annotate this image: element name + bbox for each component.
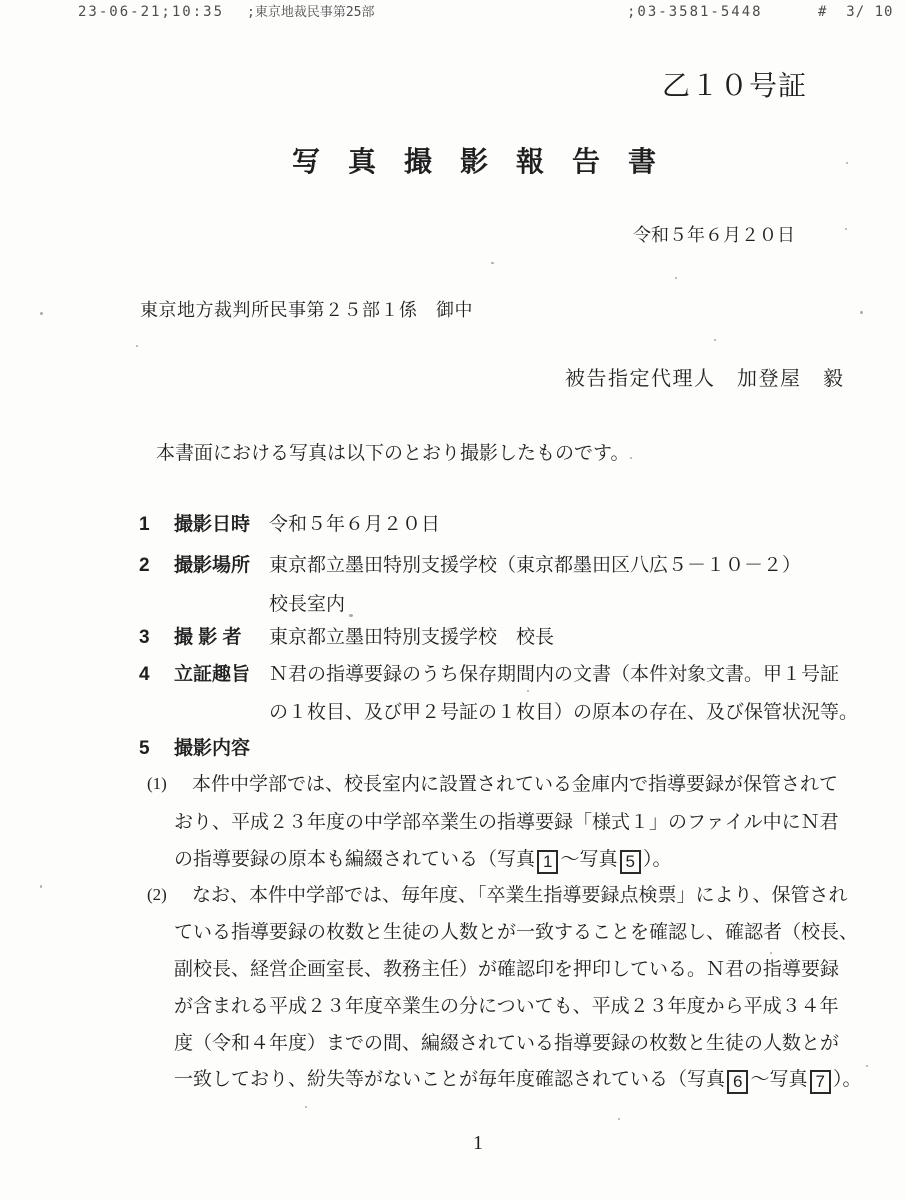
item-number: 5	[139, 738, 150, 759]
item-content-line2: 校長室内	[269, 594, 346, 615]
photo-ref-box: 1	[537, 850, 558, 874]
fax-page-indicator: # 3/ 10	[818, 4, 894, 20]
item-content: Ｎ君の指導要録のうち保存期間内の文書（本件対象文書。甲１号証	[269, 664, 840, 685]
item-number: 1	[139, 514, 150, 535]
paragraph-line	[174, 850, 671, 874]
item-content-line2: の１枚目、及び甲２号証の１枚目）の原本の存在、及び保管状況等。	[269, 702, 859, 723]
paragraph-line: が含まれる平成２３年度卒業生の分についても、平成２３年度から平成３４年	[174, 996, 839, 1017]
item-label: 撮影場所	[174, 555, 251, 576]
paragraph-text: 一致しており、紛失等がないことが毎年度確認されている（写真	[174, 1069, 726, 1090]
paragraph-text: ～写真	[750, 1069, 808, 1090]
paragraph-line: おり、平成２３年度の中学部卒業生の指導要録「様式１」のファイル中にＮ君	[174, 812, 839, 833]
item-number: 3	[139, 627, 150, 648]
paragraph-line: なお、本件中学部では、毎年度、「卒業生指導要録点検票」により、保管され	[192, 885, 848, 906]
item-label: 撮影内容	[174, 738, 251, 759]
item-content: 令和５年６月２０日	[269, 514, 441, 535]
exhibit-number: 乙１０号証	[662, 71, 808, 102]
paragraph-line: 副校長、経営企画室長、教務主任）が確認印を押印している。Ｎ君の指導要録	[174, 959, 840, 980]
document-date: 令和５年６月２０日	[633, 225, 795, 245]
item-label: 撮影日時	[174, 514, 251, 535]
paragraph-text: の指導要録の原本も編綴されている（写真	[174, 849, 536, 870]
intro-sentence: 本書面における写真は以下のとおり撮影したものです。	[156, 443, 630, 464]
item-number: 4	[139, 664, 150, 685]
paragraph-line	[174, 1070, 861, 1094]
photo-ref-box: 6	[727, 1070, 748, 1094]
paragraph-text: ）。	[642, 849, 672, 870]
document-title: 写 真 撮 影 報 告 書	[292, 146, 657, 177]
fax-phone: ;03-3581-5448	[627, 4, 763, 20]
fax-sender: ;東京地裁民事第25部	[247, 5, 375, 20]
paragraph-line: ている指導要録の枚数と生徒の人数とが一致することを確認し、確認者（校長、	[174, 922, 859, 943]
page-number: 1	[473, 1132, 483, 1154]
item-label: 立証趣旨	[174, 664, 251, 685]
item-number: 2	[139, 555, 150, 576]
defendant-representative: 被告指定代理人 加登屋 毅	[565, 368, 845, 390]
item-content: 東京都立墨田特別支援学校（東京都墨田区八広５－１０－２）	[269, 555, 802, 576]
paragraph-text: ）。	[832, 1069, 862, 1090]
paragraph-line: 本件中学部では、校長室内に設置されている金庫内で指導要録が保管されて	[192, 774, 839, 795]
item-content: 東京都立墨田特別支援学校 校長	[269, 627, 555, 648]
addressee: 東京地方裁判所民事第２５部１係 御中	[140, 300, 473, 320]
photo-ref-box: 5	[620, 850, 641, 874]
paragraph-line: 度（令和４年度）までの間、編綴されている指導要録の枚数と生徒の人数とが	[174, 1033, 840, 1054]
paragraph-marker: (2)	[147, 885, 167, 904]
item-label: 撮 影 者	[174, 627, 242, 648]
photo-ref-box: 7	[810, 1070, 831, 1094]
fax-timestamp: 23-06-21;10:35	[78, 4, 225, 20]
paragraph-text: ～写真	[560, 849, 618, 870]
paragraph-marker: (1)	[147, 774, 167, 793]
